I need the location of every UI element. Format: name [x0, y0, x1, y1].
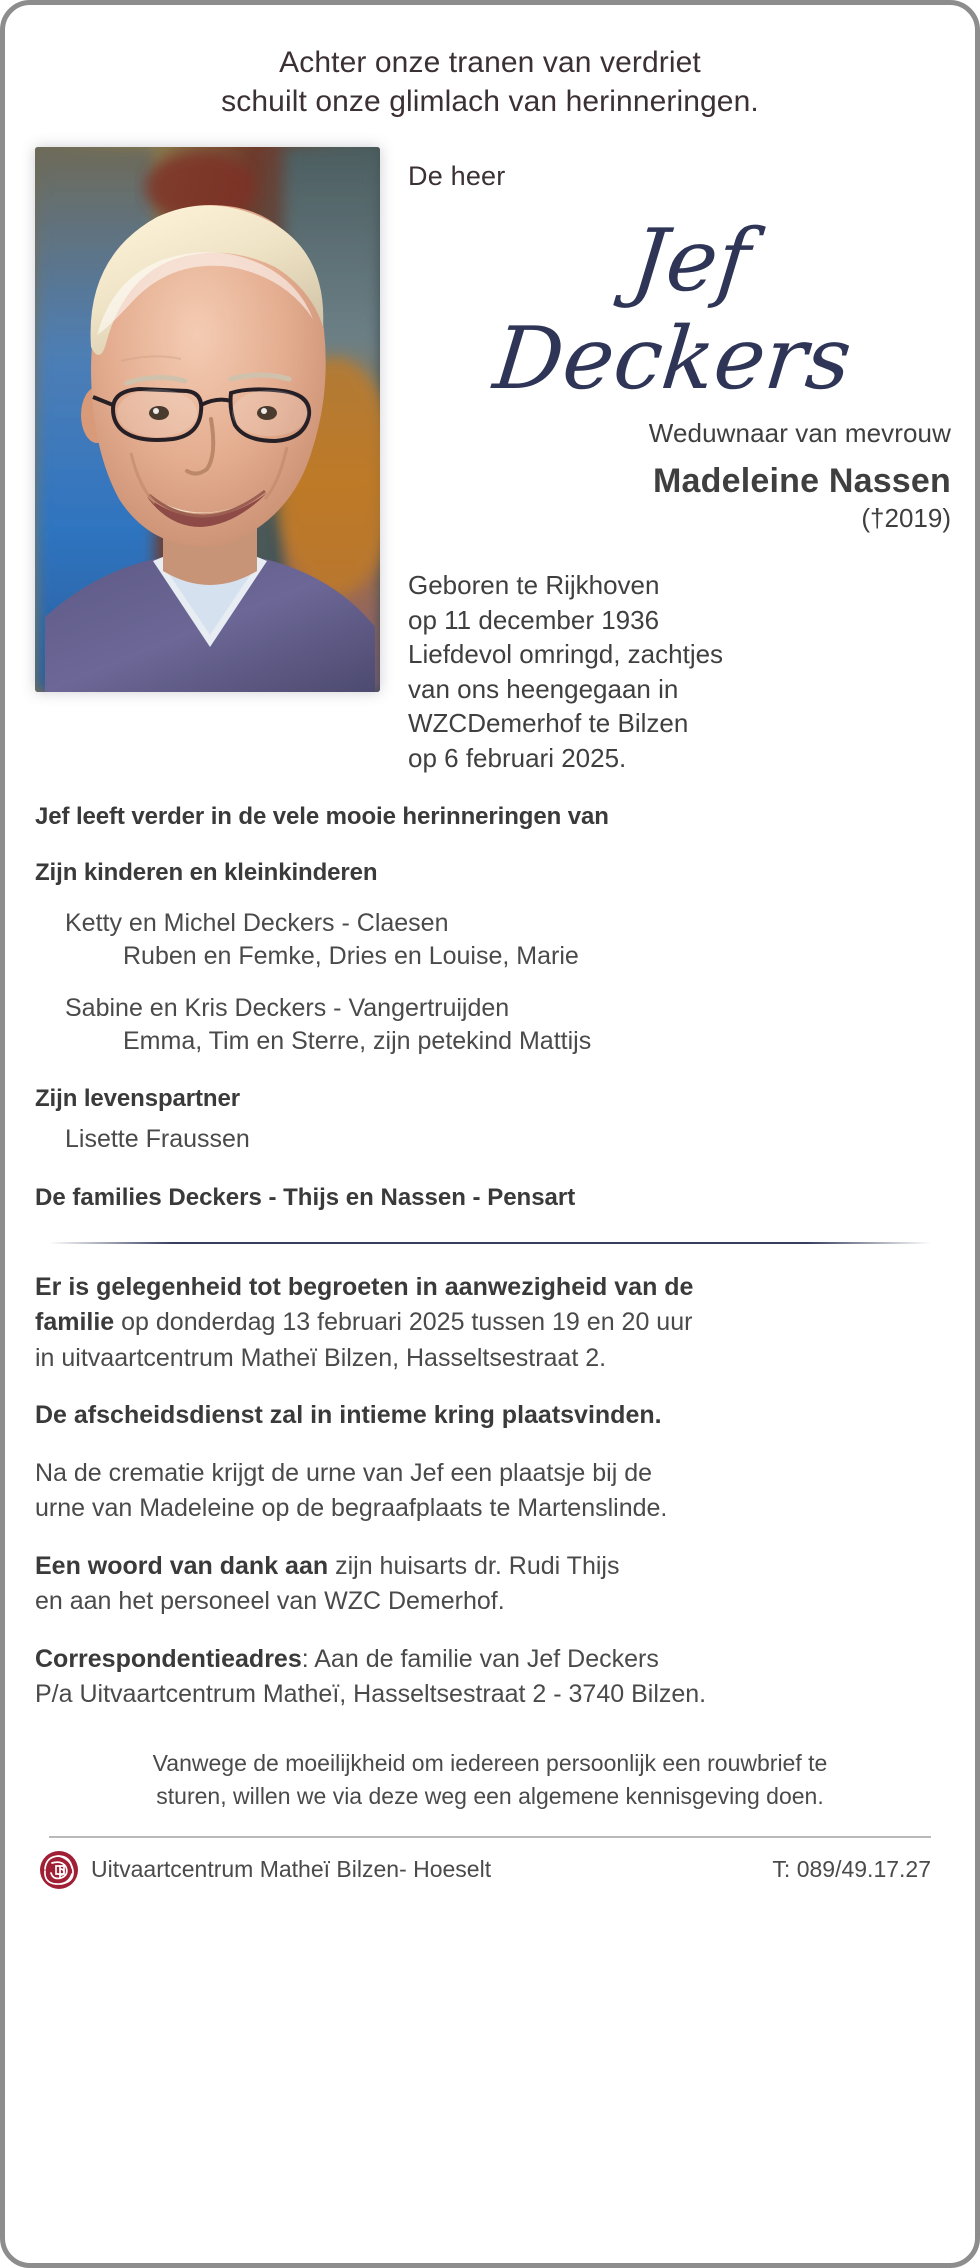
thanks-block [35, 1549, 947, 1620]
thanks-rest: zijn huisarts dr. Rudi Thijs [328, 1551, 620, 1580]
survivors-intro: Jef leeft verder in de vele mooie herinneringen van [35, 803, 609, 831]
footer [5, 1850, 975, 1890]
cremation-line-1: Na de crematie krijgt de urne van Jef een plaatsje bij de [35, 1458, 653, 1487]
arrangements-section [5, 1270, 975, 1713]
correspondence-rest: : Aan de familie van Jef Deckers [301, 1644, 659, 1673]
partner-heading: Zijn levenspartner [35, 1085, 240, 1113]
thanks-line-2: en aan het personeel van WZC Demerhof. [35, 1587, 505, 1616]
salutation: De heer [408, 161, 506, 191]
service-block [35, 1398, 947, 1434]
bio-line: op 11 december 1936 [408, 604, 660, 635]
extended-families: De families Deckers - Thijs en Nassen - Pensart [35, 1183, 576, 1211]
bio-line: Geboren te Rijkhoven [408, 570, 660, 600]
service-note: De afscheidsdienst zal in intieme kring plaatsvinden. [35, 1401, 662, 1430]
correspondence-block [35, 1642, 947, 1713]
greeting-rest: op donderdag 13 februari 2025 tussen 19 en 20 uur [114, 1308, 693, 1337]
section-divider [49, 1242, 931, 1244]
correspondence-address: P/a Uitvaartcentrum Matheï, Hasseltsestraat 2 - 3740 Bilzen. [35, 1680, 707, 1709]
svg-text:Jef: Jef [627, 211, 755, 311]
spouse-intro: Weduwnaar van mevrouw [648, 418, 951, 448]
identity-block [380, 147, 951, 775]
bio-line: WZCDemerhof te Bilzen [408, 708, 689, 739]
family-2-parents: Sabine en Kris Deckers - Vangertruijden [65, 994, 510, 1023]
greeting-bold-line2: familie [35, 1308, 115, 1337]
rose-logo-svg [39, 1850, 79, 1890]
memorial-quote [5, 43, 975, 121]
thanks-bold: Een woord van dank aan [35, 1551, 329, 1580]
deceased-name-script [408, 198, 951, 416]
correspondence-label: Correspondentieadres [35, 1644, 302, 1673]
portrait-illustration [35, 147, 380, 692]
bio-line: van ons heengegaan in [408, 673, 679, 704]
greeting-bold-line1: Er is gelegenheid tot begroeten in aanwezigheid van de [35, 1272, 694, 1301]
bio-line: op 6 februari 2025. [408, 742, 627, 773]
svg-text:Deckers: Deckers [489, 309, 856, 409]
greeting-block [35, 1270, 947, 1377]
closing-note [5, 1747, 975, 1814]
footer-company-name: Uitvaartcentrum Matheï Bilzen- Hoeselt [91, 1856, 492, 1883]
closing-line-1: Vanwege de moeilijkheid om iedereen persoonlijk een rouwbrief te [152, 1749, 828, 1776]
hero-section [5, 147, 975, 775]
closing-line-2: sturen, willen we via deze weg een algemene kennisgeving doen. [156, 1783, 824, 1810]
script-name-svg [408, 198, 951, 416]
quote-line-1: Achter onze tranen van verdriet [279, 46, 701, 79]
family-2-children: Emma, Tim en Sterre, zijn petekind Mattijs [123, 1026, 592, 1055]
footer-brand [39, 1850, 491, 1890]
children-heading: Zijn kinderen en kleinkinderen [35, 859, 378, 887]
survivors-section [5, 803, 975, 1212]
quote-line-2: schuilt onze glimlach van herinneringen. [221, 85, 759, 118]
family-1-children: Ruben en Femke, Dries en Louise, Marie [123, 941, 579, 970]
cremation-line-2: urne van Madeleine op de begraafplaats te Martenslinde. [35, 1494, 668, 1523]
rose-logo-icon [39, 1850, 79, 1890]
spouse-death-year: (†2019) [861, 503, 951, 533]
greeting-location: in uitvaartcentrum Matheï Bilzen, Hasseltsestraat 2. [35, 1343, 607, 1372]
cremation-block [35, 1456, 947, 1527]
biography-block [408, 568, 951, 775]
bio-line: Liefdevol omringd, zachtjes [408, 639, 724, 670]
partner-name: Lisette Fraussen [65, 1125, 250, 1154]
portrait-photo [35, 147, 380, 692]
footer-rule [49, 1836, 931, 1838]
spouse-name: Madeleine Nassen [653, 462, 951, 500]
family-1-parents: Ketty en Michel Deckers - Claesen [65, 909, 449, 938]
footer-phone: T: 089/49.17.27 [772, 1856, 931, 1883]
